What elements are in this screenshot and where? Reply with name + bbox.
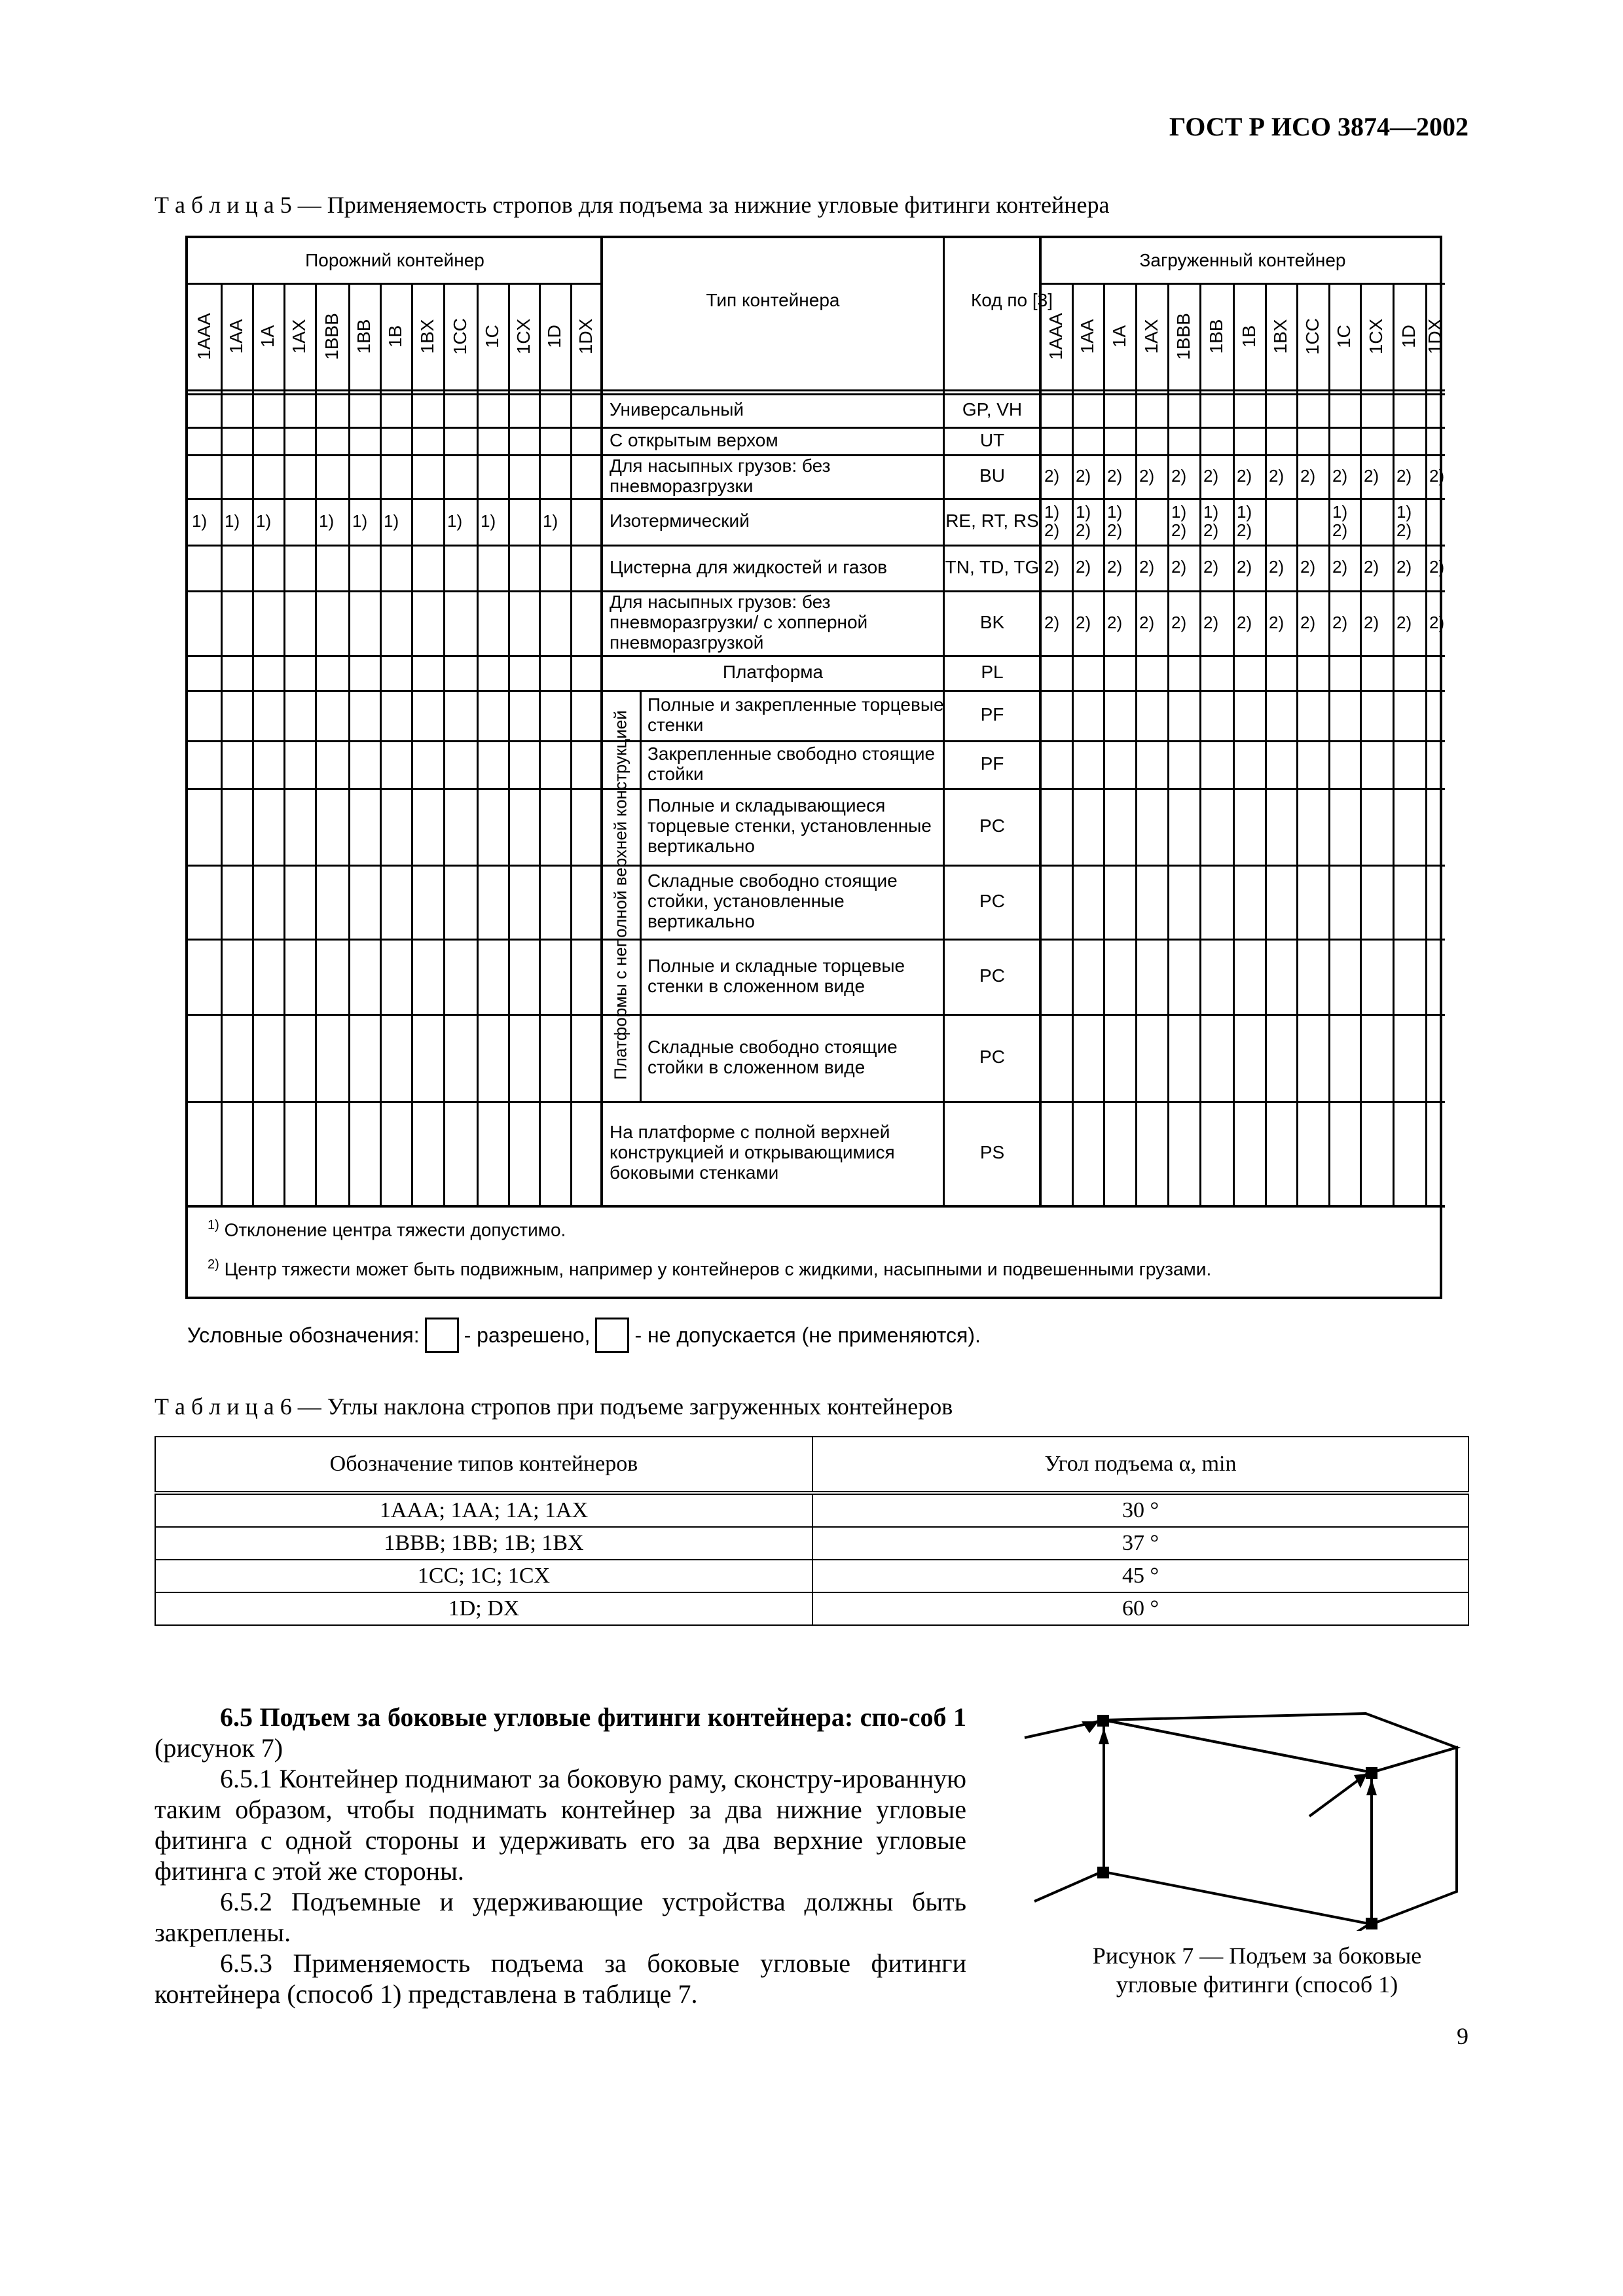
applicability-mark: 1) <box>481 511 496 531</box>
table6-types: 1AAA; 1AA; 1A; 1AX <box>155 1493 812 1527</box>
applicability-mark: 1) 2) <box>1171 502 1187 540</box>
applicability-mark: 1) 2) <box>1107 502 1123 540</box>
applicability-mark: 2) <box>1171 612 1187 632</box>
container-type-cell: Закрепленные свободно стоящие стойки <box>647 743 936 784</box>
applicability-mark: 1) <box>543 511 558 531</box>
container-code-label: 1DX <box>1425 318 1445 354</box>
applicability-mark: 2) <box>1044 612 1060 632</box>
container-lifting-figure <box>1021 1682 1493 1931</box>
empty-container-header: Порожний контейнер <box>305 249 484 270</box>
applicability-mark: 2) <box>1269 557 1285 577</box>
type-header: Тип контейнера <box>706 290 840 310</box>
figure-caption-line2: угловые фитинги (способ 1) <box>1116 1971 1398 1998</box>
container-code-label: 1BB <box>1205 319 1226 353</box>
table6-angle: 37 ° <box>812 1527 1468 1560</box>
container-code-label: 1B <box>1238 325 1259 348</box>
applicability-mark: 1) <box>256 511 272 531</box>
applicability-mark: 2) <box>1269 465 1285 486</box>
footnote-1: $^{1)}$ Отклонение центра тяжести допустимо. <box>208 1218 566 1240</box>
applicability-mark: 1) <box>225 511 240 531</box>
applicability-mark: 2) <box>1107 465 1123 486</box>
applicability-mark: 1) 2) <box>1237 502 1252 540</box>
applicability-mark: 2) <box>1203 557 1219 577</box>
container-code-cell: TN, TD, TG <box>945 556 1040 577</box>
applicability-mark: 1) 2) <box>1396 502 1412 540</box>
container-code-cell: PF <box>980 704 1004 725</box>
table5-legend <box>187 1318 981 1353</box>
applicability-mark: 2) <box>1139 557 1155 577</box>
applicability-mark: 2) <box>1364 465 1379 486</box>
section-6-5 <box>155 1702 966 2009</box>
container-code-label: 1CX <box>513 318 534 354</box>
applicability-mark: 2) <box>1107 612 1123 632</box>
container-code-cell: PF <box>980 753 1004 774</box>
loaded-container-header: Загруженный контейнер <box>1139 249 1346 270</box>
pointer-line-left <box>1034 1873 1099 1901</box>
document-header: ГОСТ Р ИСО 3874—2002 <box>1169 112 1468 141</box>
table6-angle: 30 ° <box>812 1493 1468 1527</box>
applicability-mark: 2) <box>1203 465 1219 486</box>
applicability-mark: 2) <box>1076 465 1091 486</box>
applicability-mark: 1) <box>447 511 463 531</box>
table-row <box>155 1493 1468 1527</box>
container-code-label: 1D <box>1398 324 1419 348</box>
applicability-mark: 2) <box>1139 465 1155 486</box>
container-type-cell: С открытым верхом <box>610 429 778 450</box>
container-code-label: 1BBB <box>321 312 342 360</box>
applicability-mark: 2) <box>1332 557 1348 577</box>
container-type-cell: Складные свободно стоящие стойки, установленные вертикально <box>647 870 898 931</box>
container-code-label: 1AAA <box>1046 312 1066 360</box>
applicability-mark: 1) <box>352 511 368 531</box>
container-code-label: 1BX <box>416 319 437 353</box>
applicability-mark: 1) 2) <box>1044 502 1060 540</box>
container-type-cell: Для насыпных грузов: без пневморазгрузки/ с хопперной пневморазгрузкой <box>610 592 868 653</box>
applicability-mark: 2) <box>1237 612 1252 632</box>
applicability-mark: 2) <box>1300 612 1316 632</box>
container-code-label: 1A <box>1108 325 1129 348</box>
applicability-mark: 2) <box>1107 557 1123 577</box>
container-code-label: 1D <box>544 324 564 348</box>
container-code-label: 1AX <box>1140 319 1161 353</box>
applicability-mark: 2) <box>1332 465 1348 486</box>
paragraph-6-5-3: 6.5.3 Применяемость подъема за боковые угловые фитинги контейнера (способ 1) представлена в таблице 7. <box>155 1948 966 2009</box>
applicability-mark: 2) <box>1139 612 1155 632</box>
container-type-cell: Цистерна для жидкостей и газов <box>610 556 888 577</box>
container-code-label: 1AA <box>1077 319 1097 353</box>
applicability-mark: 1) <box>384 511 399 531</box>
container-type-cell: Для насыпных грузов: без пневморазгрузки <box>610 455 831 496</box>
footnote-2: $^{2)}$ Центр тяжести может быть подвижным, например у контейнеров с жидкими, насыпными и подвешенными грузами. <box>208 1257 1212 1280</box>
container-end-face <box>1372 1748 1457 1924</box>
legend-label: Условные обозначения: <box>187 1323 420 1347</box>
applicability-mark: 1) <box>192 511 208 531</box>
container-code-label: 1AX <box>289 319 309 353</box>
table-row <box>155 1592 1468 1625</box>
container-code-cell: BK <box>979 612 1005 633</box>
container-code-cell: BU <box>979 465 1005 486</box>
applicability-mark: 2) <box>1396 557 1412 577</box>
container-type-cell: Универсальный <box>610 399 744 420</box>
applicability-mark: 1) 2) <box>1332 502 1348 540</box>
applicability-mark: 2) <box>1429 465 1445 486</box>
container-code-cell: PC <box>979 816 1005 836</box>
container-type-cell: Полные и складывающиеся торцевые стенки, установленные вертикально <box>647 795 932 856</box>
legend-allowed: - разрешено, <box>464 1323 591 1347</box>
applicability-mark: 2) <box>1429 612 1445 632</box>
applicability-mark: 2) <box>1203 612 1219 632</box>
applicability-mark: 2) <box>1364 557 1379 577</box>
container-type-cell: Складные свободно стоящие стойки в сложенном виде <box>647 1036 898 1077</box>
table6-col-angle: Угол подъема α, min <box>812 1437 1468 1493</box>
page-number: 9 <box>1457 2023 1468 2049</box>
applicability-mark: 2) <box>1396 465 1412 486</box>
applicability-mark: 2) <box>1076 557 1091 577</box>
container-type-cell: Платформа <box>722 662 824 683</box>
table6-angle: 45 ° <box>812 1560 1468 1592</box>
pointer-line-right <box>1309 1926 1367 1931</box>
applicability-mark: 2) <box>1076 612 1091 632</box>
container-code-cell: PS <box>979 1142 1005 1163</box>
table6 <box>155 1436 1469 1626</box>
container-type-cell: Полные и складные торцевые стенки в сложенном виде <box>647 955 905 996</box>
table6-angle: 60 ° <box>812 1592 1468 1625</box>
table5 <box>185 236 1445 1299</box>
table-row <box>155 1527 1468 1560</box>
container-code-label: 1CC <box>1302 317 1322 355</box>
applicability-mark: 2) <box>1171 557 1187 577</box>
container-code-label: 1BBB <box>1173 312 1194 360</box>
container-side-face <box>1104 1720 1372 1924</box>
table6-caption: Т а б л и ц а 6 — Углы наклона стропов при подъеме загруженных контейнеров <box>155 1393 953 1420</box>
code-header: Код по [3] <box>970 290 1053 310</box>
container-code-label: 1C <box>1334 324 1354 348</box>
applicability-mark: 2) <box>1237 465 1252 486</box>
container-code-label: 1AA <box>226 319 246 353</box>
applicability-mark: 2) <box>1237 557 1252 577</box>
applicability-mark: 2) <box>1044 465 1060 486</box>
container-code-label: 1CC <box>449 317 470 355</box>
applicability-mark: 2) <box>1300 557 1316 577</box>
table5-caption: Т а б л и ц а 5 — Применяемость стропов для подъема за нижние угловые фитинги контейнера <box>155 192 1110 218</box>
container-code-label: 1A <box>257 325 278 348</box>
applicability-mark: 2) <box>1396 612 1412 632</box>
applicability-mark: 1) <box>319 511 335 531</box>
section-heading-bold: 6.5 Подъем за боковые угловые фитинги контейнера: спо-соб 1 <box>220 1702 966 1732</box>
applicability-mark: 2) <box>1044 557 1060 577</box>
container-code-label: 1CX <box>1366 318 1386 354</box>
applicability-mark: 2) <box>1332 612 1348 632</box>
container-code-cell: GP, VH <box>962 399 1023 420</box>
container-code-label: 1BB <box>354 319 374 353</box>
section-heading <box>155 1702 966 1763</box>
container-code-cell: UT <box>979 429 1005 450</box>
applicability-mark: 2) <box>1171 465 1187 486</box>
container-code-label: 1B <box>385 325 405 348</box>
table6-types: 1D; DX <box>155 1592 812 1625</box>
container-type-cell: Изотермический <box>610 511 750 531</box>
container-type-cell: На платформе с полной верхней конструкцией и открывающимися боковыми стенками <box>610 1122 895 1183</box>
applicability-mark: 2) <box>1429 557 1445 577</box>
container-code-cell: PC <box>979 891 1005 912</box>
table6-types: 1CC; 1C; 1CX <box>155 1560 812 1592</box>
figure-caption-line1: Рисунок 7 — Подъем за боковые <box>1092 1943 1422 1969</box>
figure-caption <box>1021 1941 1493 1999</box>
platform-group-label: Платформы с неполной верхней конструкцией <box>610 710 630 1080</box>
denied-box-icon <box>595 1318 629 1353</box>
applicability-mark: 2) <box>1269 612 1285 632</box>
paragraph-6-5-2: 6.5.2 Подъемные и удерживающие устройства должны быть закреплены. <box>155 1887 966 1947</box>
table-row <box>155 1560 1468 1592</box>
legend-denied: - не допускается (не применяются). <box>634 1323 981 1347</box>
container-code-label: 1BX <box>1270 319 1290 353</box>
applicability-mark: 2) <box>1364 612 1379 632</box>
applicability-mark: 1) 2) <box>1203 502 1219 540</box>
allowed-box-icon <box>425 1318 459 1353</box>
container-code-label: 1AAA <box>194 312 214 360</box>
table6-types: 1BBB; 1BB; 1B; 1BX <box>155 1527 812 1560</box>
container-type-cell: Полные и закрепленные торцевые стенки <box>647 694 944 735</box>
paragraph-6-5-1: 6.5.1 Контейнер поднимают за боковую раму, сконстру-ированную таким образом, чтобы поднимать контейнер за два нижние угловые фитинга с одной стороны и удерживать его за два верхние угловые фитинга с этой же стороны. <box>155 1764 966 1886</box>
applicability-mark: 2) <box>1300 465 1316 486</box>
applicability-mark: 1) 2) <box>1076 502 1091 540</box>
container-code-cell: PC <box>979 965 1005 986</box>
container-code-label: 1C <box>482 324 502 348</box>
table6-col-types: Обозначение типов контейнеров <box>155 1437 812 1493</box>
container-code-cell: PC <box>979 1047 1005 1067</box>
container-code-cell: PL <box>981 662 1004 683</box>
container-code-label: 1DX <box>575 318 596 354</box>
section-heading-rest: (рисунок 7) <box>155 1733 283 1763</box>
container-code-cell: RE, RT, RS <box>945 511 1039 531</box>
